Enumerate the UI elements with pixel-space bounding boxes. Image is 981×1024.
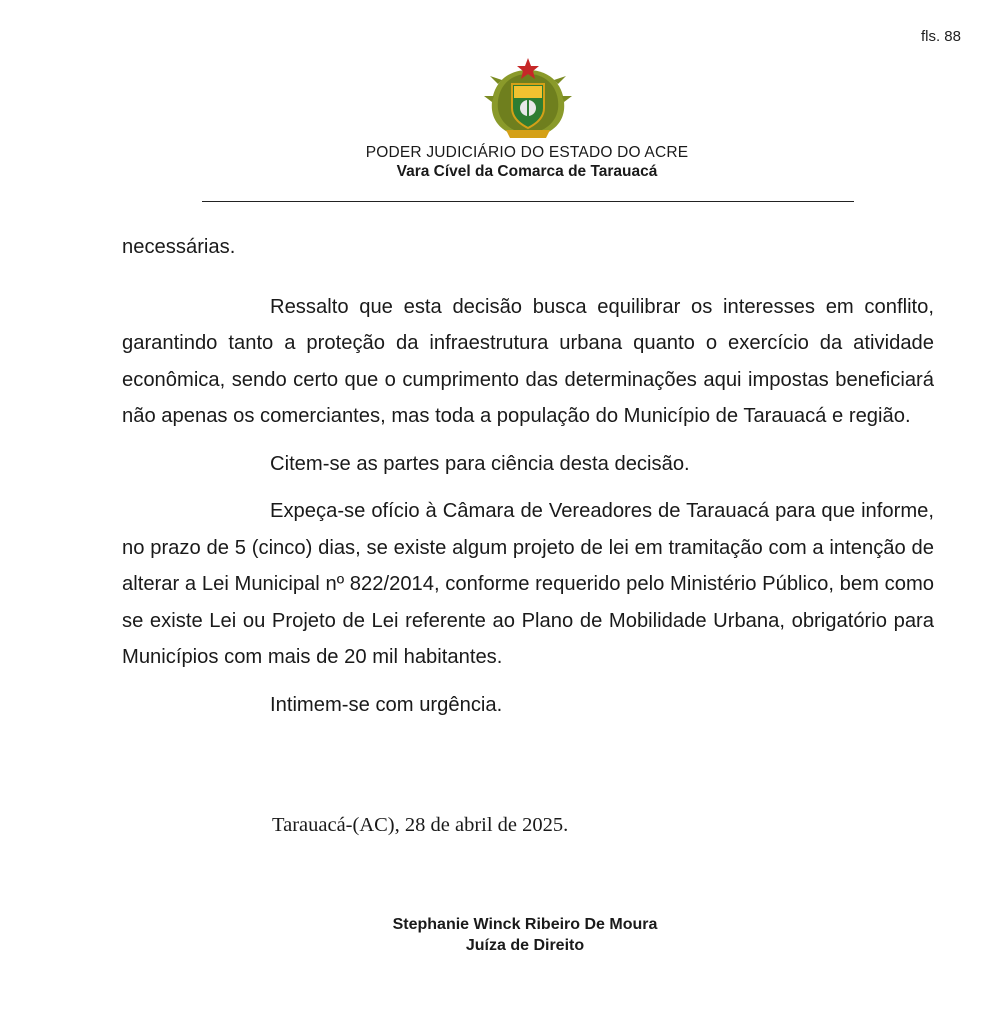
paragraph-ressalto: Ressalto que esta decisão busca equilibrar os interesses em conflito, garantindo tanto a proteção da infraestrutura urbana quanto o exercício da atividade econômica, sendo certo que o cumprimento das determinações aqui impostas beneficiará não apenas os comerciantes, mas toda a população do Município de Tarauacá e região. <box>122 295 934 427</box>
header-divider <box>202 201 854 202</box>
signature-block <box>330 914 720 956</box>
date-line: Tarauacá-(AC), 28 de abril de 2025. <box>272 814 569 836</box>
page-number: fls. 88 <box>920 28 961 45</box>
signer-name: Stephanie Winck Ribeiro De Moura <box>392 916 658 933</box>
document-body <box>122 229 934 723</box>
court-division: Vara Cível da Comarca de Tarauacá <box>396 163 658 180</box>
paragraph-continuation: necessárias. <box>122 236 236 258</box>
paragraph-intimem: Intimem-se com urgência. <box>270 693 503 716</box>
paragraph-citem: Citem-se as partes para ciência desta decisão. <box>270 452 690 475</box>
court-name: PODER JUDICIÁRIO DO ESTADO DO ACRE <box>365 144 689 161</box>
paragraph-expeca: Expeça-se ofício à Câmara de Vereadores de Tarauacá para que informe, no prazo de 5 (cinco) dias, se existe algum projeto de lei em tramitação com a intenção de alterar a Lei Municipal nº 822/2014, conforme requerido pelo Ministério Público, bem como se existe Lei ou Projeto de Lei referente ao Plano de Mobilidade Urbana, obrigatório para Municípios com mais de 20 mil habitantes. <box>122 500 934 668</box>
signer-role: Juíza de Direito <box>465 937 585 954</box>
coat-of-arms-emblem <box>482 56 574 142</box>
document-header <box>200 143 854 181</box>
